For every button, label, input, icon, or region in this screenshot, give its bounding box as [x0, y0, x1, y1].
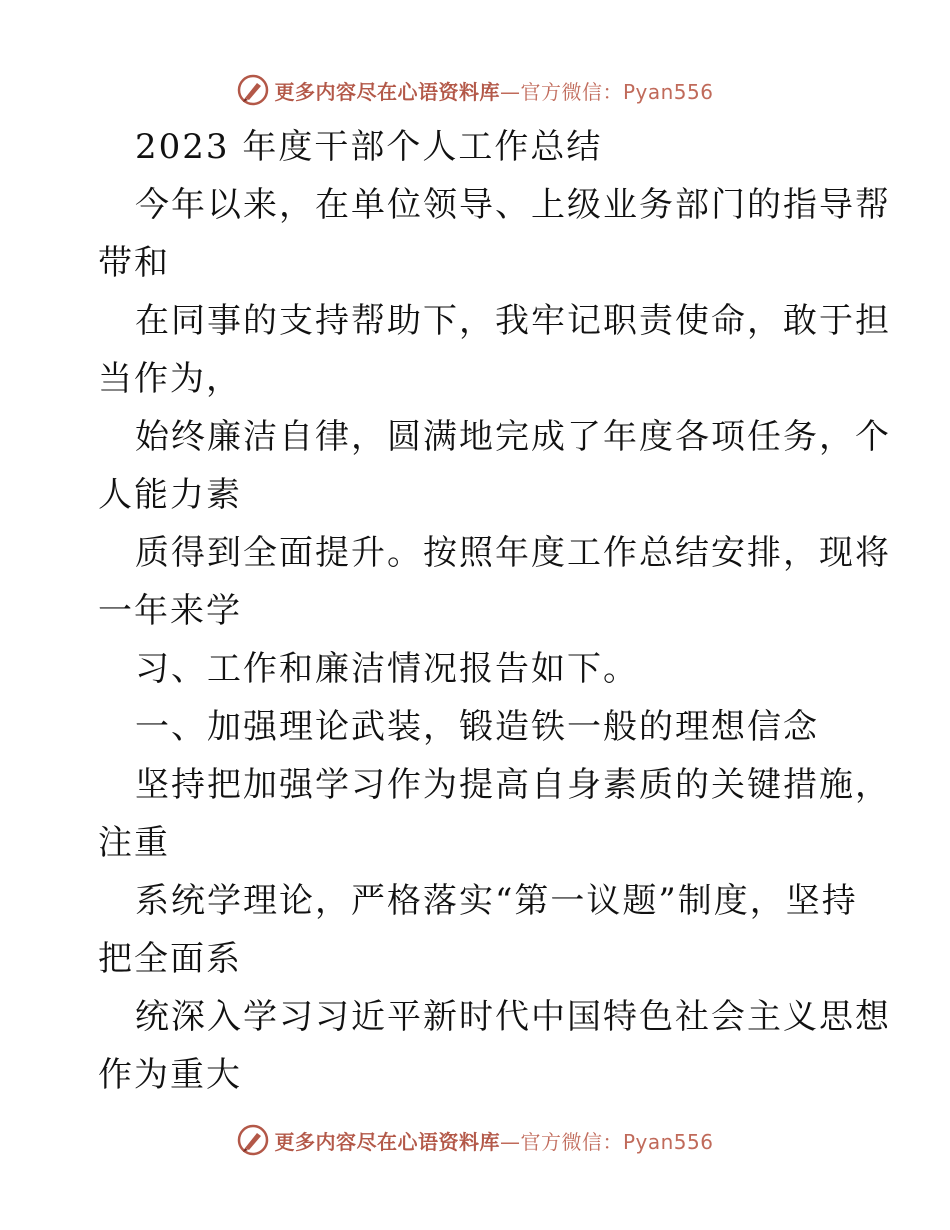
text-line: 当作为， [98, 359, 242, 399]
watermark-text [274, 1126, 713, 1155]
watermark-separator: — [499, 79, 521, 104]
text-line: 人能力素 [98, 475, 242, 515]
pen-logo-icon [236, 73, 270, 107]
text-line: 习、工作和廉洁情况报告如下。 [135, 649, 639, 689]
text-line: 注重 [98, 823, 170, 863]
watermark-separator: — [499, 1129, 521, 1154]
text-line: 统深入学习习近平新时代中国特色社会主义思想 [135, 997, 891, 1037]
paragraph-lines [98, 176, 891, 1104]
text-line: 坚持把加强学习作为提高自身素质的关键措施， [135, 765, 891, 805]
text-line: 一、加强理论武装，锻造铁一般的理想信念 [135, 707, 819, 747]
document-body [98, 118, 891, 1104]
text-line: 作为重大 [98, 1055, 242, 1095]
watermark-tail: 官方微信：Pyan556 [520, 1129, 714, 1154]
text-line: 今年以来，在单位领导、上级业务部门的指导帮 [135, 185, 891, 225]
watermark-banner-bottom [0, 1120, 950, 1160]
watermark-tail: 官方微信：Pyan556 [520, 79, 714, 104]
document-title: 2023 年度干部个人工作总结 [135, 127, 603, 167]
text-line: 系统学理论，严格落实“第一议题”制度，坚持 [135, 881, 858, 921]
pen-logo-icon [236, 1123, 270, 1157]
text-line: 质得到全面提升。按照年度工作总结安排，现将 [135, 533, 891, 573]
watermark-text [274, 76, 713, 105]
text-line: 带和 [98, 243, 170, 283]
watermark-banner-top [0, 70, 950, 110]
watermark-main: 更多内容尽在心语资料库 [274, 1129, 500, 1154]
watermark-main: 更多内容尽在心语资料库 [274, 79, 500, 104]
text-line: 一年来学 [98, 591, 242, 631]
text-line: 在同事的支持帮助下，我牢记职责使命，敢于担 [135, 301, 891, 341]
text-line: 把全面系 [98, 939, 242, 979]
text-line: 始终廉洁自律，圆满地完成了年度各项任务，个 [135, 417, 891, 457]
